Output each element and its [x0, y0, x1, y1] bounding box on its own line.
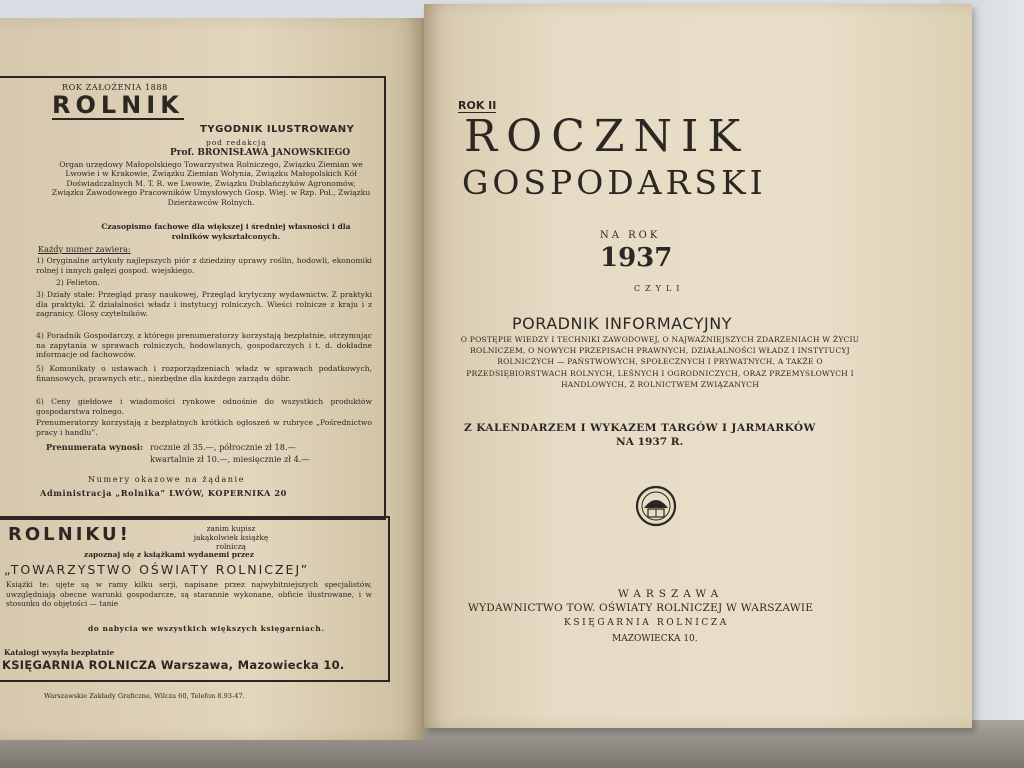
printer-line: Warszawskie Zakłady Graficzne, Wilcza 60, Telefon 8.93-47. — [44, 692, 245, 700]
left-page — [0, 18, 424, 740]
ad-body: Książki te: ujęte są w ramy kilku serji, napisane przez najwybitniejszych specjalistów, uwzględniają obecne warunki gospodarcze, są starannie wykonane, obficie ilustrowane, i w stosunku do objętości — tanie — [6, 580, 372, 609]
editor-prefix: pod redakcją — [206, 138, 267, 147]
issue-contains: Każdy numer zawiera: — [38, 244, 131, 254]
price-line-2: kwartalnie zł 10.—, miesięcznie zł 4.— — [150, 454, 310, 464]
catalog-line: Katalogi wysyła bezpłatnie — [4, 648, 115, 657]
item-5: 5) Komunikaty o ustawach i rozporządzeniach władz w sprawach podatkowych, finansowych, prawnych etc., niezbędne dla każdego zarządu dóbr. — [36, 364, 372, 383]
description: O POSTĘPIE WIEDZY I TECHNIKI ZAWODOWEJ, O NAJWAŻNIEJSZYCH ZDARZENIACH W ŻYCIU ROLNICZEM, O NOWYCH PRZEPISACH PRAWNYCH, DZIAŁALNOŚCI WŁADZ I INSTYTUCYJ ROLNICZYCH — PAŃSTWOWYCH, SPOŁECZNYCH I PRYWATNYCH, A TAKŻE O PRZEDSIĘBIORSTWACH ROLNYCH, LEŚNYCH I OGRODNICZYCH, ORAZ PRZEMYSŁOWYCH I HANDLOWYCH, Z ROLNICTWEM ZWIĄZANYCH — [460, 335, 860, 389]
ad-bookstores: do nabycia we wszystkich większych księgarniach. — [88, 624, 325, 633]
rolnik-title: ROLNIK — [52, 91, 184, 119]
item-6: 6) Ceny giełdowe i wiadomości rynkowe odnośnie do wszystkich produktów gospodarstwa rolnego. — [36, 397, 372, 416]
address-line: MAZOWIECKA 10. — [612, 634, 698, 644]
item-2: 2) Felieton. — [56, 278, 100, 287]
item-1: 1) Oryginalne artykuły najlepszych piór z dziedziny uprawy roślin, hodowli, ekonomiki rolnej i innych gałęzi gospod. wiejskiego. — [36, 256, 372, 275]
price-line-1: rocznie zł 35.—, półrocznie zł 18.— — [150, 442, 296, 452]
year-value: 1937 — [600, 243, 673, 273]
ad-side-note: zanim kupisz jakąkolwiek książkę rolniczą — [193, 524, 269, 551]
for-year-label: NA ROK — [600, 230, 661, 241]
item-4: 4) Poradnik Gospodarczy, z którego prenumeratorzy korzystają bezpłatnie, otrzymując na zapytania w sprawach rolniczych, hodowlanych, gospodarczych i t. d. dokładne informacje od fachowców. — [36, 331, 372, 360]
sample-line: Numery okazowe na żądanie — [88, 474, 245, 484]
calendar-line-2: NA 1937 R. — [616, 436, 684, 448]
admin-line: Administracja „Rolnika” LWÓW, KOPERNIKA 20 — [40, 488, 287, 498]
bookshop-name: KSIĘGARNIA ROLNICZA — [564, 618, 729, 628]
right-page — [424, 4, 972, 728]
city-label: WARSZAWA — [618, 588, 724, 600]
publisher-emblem-icon — [634, 484, 678, 528]
subtitle-poradnik: PORADNIK INFORMACYJNY — [512, 314, 732, 333]
ad-title: ROLNIKU! — [8, 524, 131, 545]
organ-text: Organ urzędowy Małopolskiego Towarzystwa Rolniczego, Związku Ziemian we Lwowie i w Krakowie, Związku Ziemian Wołynia, Związku Małopolskich Kół Doświadczalnych M. T. R. we Lwowie, Związku Dublańczyków Agronomów, Związku Zawodowego Pracowników Umysłowych Gosp. Wiej. w Rzp. Pol., Związku Dzierżawców Rolnych. — [51, 160, 371, 207]
title-rocznik: ROCZNIK — [464, 111, 750, 162]
founded-line: ROK ZAŁOŻENIA 1888 — [62, 82, 168, 92]
editor-name: Prof. BRONISŁAWA JANOWSKIEGO — [170, 148, 351, 158]
audience-text: Czasopismo fachowe dla większej i średniej własności i dla rolników wykształconych. — [101, 222, 351, 241]
year-label: ROK II — [458, 99, 497, 112]
bookshop-line: KSIĘGARNIA ROLNICZA Warszawa, Mazowiecka 10. — [2, 658, 345, 672]
czyli-label: CZYLI — [634, 284, 685, 293]
publisher-line: WYDAWNICTWO TOW. OŚWIATY ROLNICZEJ W WARSZAWIE — [468, 602, 814, 614]
rolnik-subtitle: TYGODNIK ILUSTROWANY — [200, 124, 355, 135]
free-ads-text: Prenumeratorzy korzystają z bezpłatnych krótkich ogłoszeń w rubryce „Pośrednictwo pracy i handlu”. — [36, 418, 372, 437]
title-gospodarski: GOSPODARSKI — [462, 163, 767, 202]
calendar-line-1: Z KALENDARZEM I WYKAZEM TARGÓW I JARMARKÓW — [464, 422, 816, 434]
item-3: 3) Działy stałe: Przegląd prasy naukowej, Przegląd krytyczny wydawnictw. Z praktyki dla praktyki. Z działalności władz i instytucyj rolniczych. Wieści rolnicze z kraju i z zagranicy. Głosy czytelników. — [36, 290, 372, 319]
ad-intro: zapoznaj się z książkami wydanemi przez — [84, 550, 254, 559]
ad-society: „TOWARZYSTWO OŚWIATY ROLNICZEJ” — [4, 562, 310, 577]
price-label: Prenumerata wynosi: — [46, 442, 143, 452]
